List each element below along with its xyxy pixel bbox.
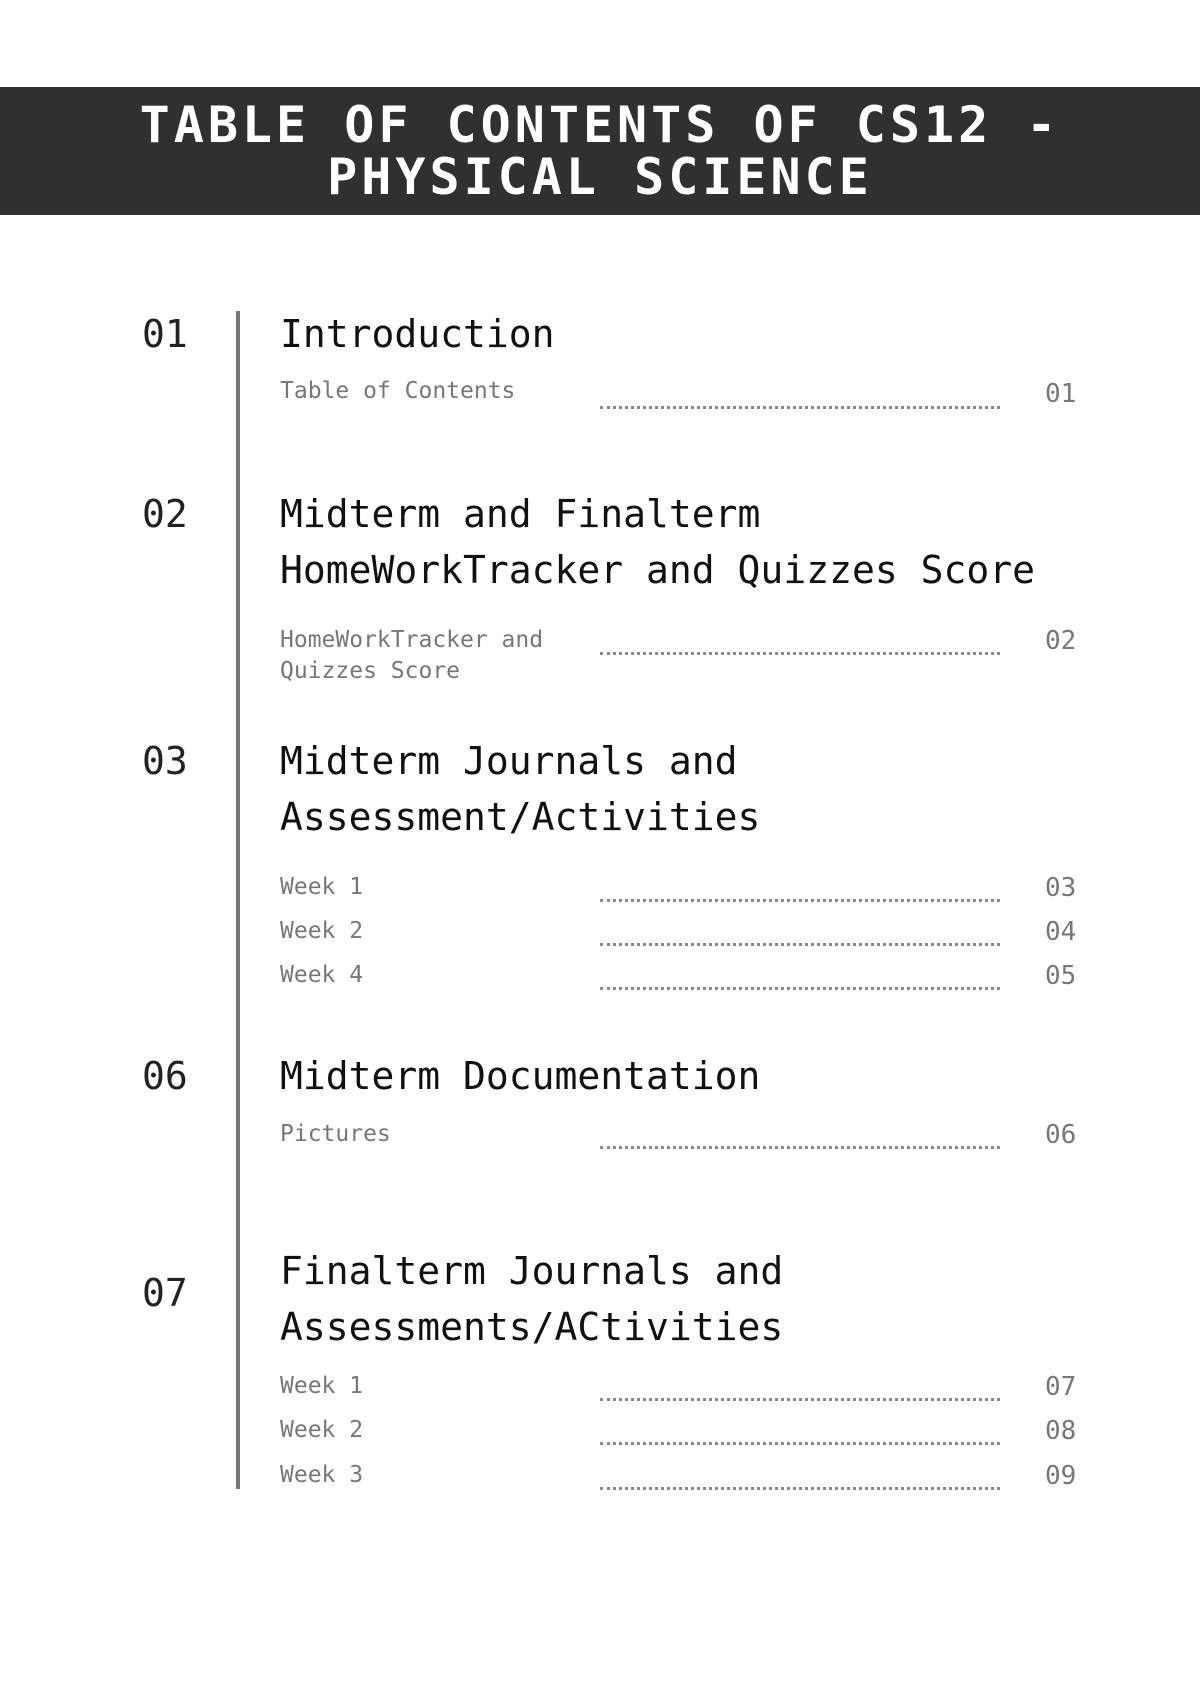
section-title: Midterm Documentation bbox=[280, 1054, 761, 1098]
section-title: Midterm Journals and Assessment/Activities bbox=[280, 739, 761, 839]
entry-page-number: 07 bbox=[1045, 1372, 1077, 1402]
toc-entry[interactable] bbox=[280, 872, 1080, 916]
entry-page-number: 06 bbox=[1045, 1120, 1077, 1150]
dot-leader bbox=[600, 652, 1000, 655]
dot-leader bbox=[600, 1487, 1000, 1490]
dot-leader bbox=[600, 406, 1000, 409]
entry-label: Pictures bbox=[280, 1121, 391, 1147]
entry-page-number: 01 bbox=[1045, 379, 1077, 409]
dot-leader bbox=[600, 1146, 1000, 1149]
section-number: 07 bbox=[142, 1271, 188, 1315]
entry-label: Week 4 bbox=[280, 962, 364, 988]
section-number: 01 bbox=[142, 312, 188, 356]
entry-label: Week 1 bbox=[280, 874, 364, 900]
dot-leader bbox=[600, 987, 1000, 990]
section-number: 06 bbox=[142, 1054, 188, 1098]
entry-label: Week 3 bbox=[280, 1462, 364, 1488]
toc-entry[interactable] bbox=[280, 1415, 1080, 1459]
dot-leader bbox=[600, 1398, 1000, 1401]
page-title: TABLE OF CONTENTS OF CS12 - PHYSICAL SCIENCE bbox=[139, 96, 1061, 206]
entry-label: Table of Contents bbox=[280, 378, 516, 404]
toc-entry[interactable] bbox=[280, 625, 1080, 691]
entry-label: Week 2 bbox=[280, 1417, 364, 1443]
toc-entry[interactable] bbox=[280, 1460, 1080, 1504]
entry-page-number: 04 bbox=[1045, 917, 1077, 947]
section-title: Introduction bbox=[280, 312, 555, 356]
dot-leader bbox=[600, 943, 1000, 946]
entry-label: Week 2 bbox=[280, 918, 364, 944]
toc-entry[interactable] bbox=[280, 960, 1080, 1004]
title-banner bbox=[0, 87, 1200, 215]
entry-page-number: 05 bbox=[1045, 961, 1077, 991]
entry-label: Week 1 bbox=[280, 1373, 364, 1399]
toc-entry[interactable] bbox=[280, 1371, 1080, 1415]
entry-page-number: 09 bbox=[1045, 1461, 1077, 1491]
section-title: Finalterm Journals and Assessments/ACtivities bbox=[280, 1249, 784, 1349]
section-number: 03 bbox=[142, 739, 188, 783]
entry-label: HomeWorkTracker and Quizzes Score bbox=[280, 627, 544, 684]
toc-entry[interactable] bbox=[280, 376, 1080, 420]
entry-page-number: 03 bbox=[1045, 873, 1077, 903]
toc-entry[interactable] bbox=[280, 916, 1080, 960]
entry-page-number: 08 bbox=[1045, 1416, 1077, 1446]
vertical-divider bbox=[236, 311, 240, 1489]
section-number: 02 bbox=[142, 492, 188, 536]
entry-page-number: 02 bbox=[1045, 626, 1077, 656]
toc-entry[interactable] bbox=[280, 1119, 1080, 1163]
dot-leader bbox=[600, 899, 1000, 902]
section-title: Midterm and Finalterm HomeWorkTracker and Quizzes Score bbox=[280, 492, 1035, 592]
dot-leader bbox=[600, 1442, 1000, 1445]
